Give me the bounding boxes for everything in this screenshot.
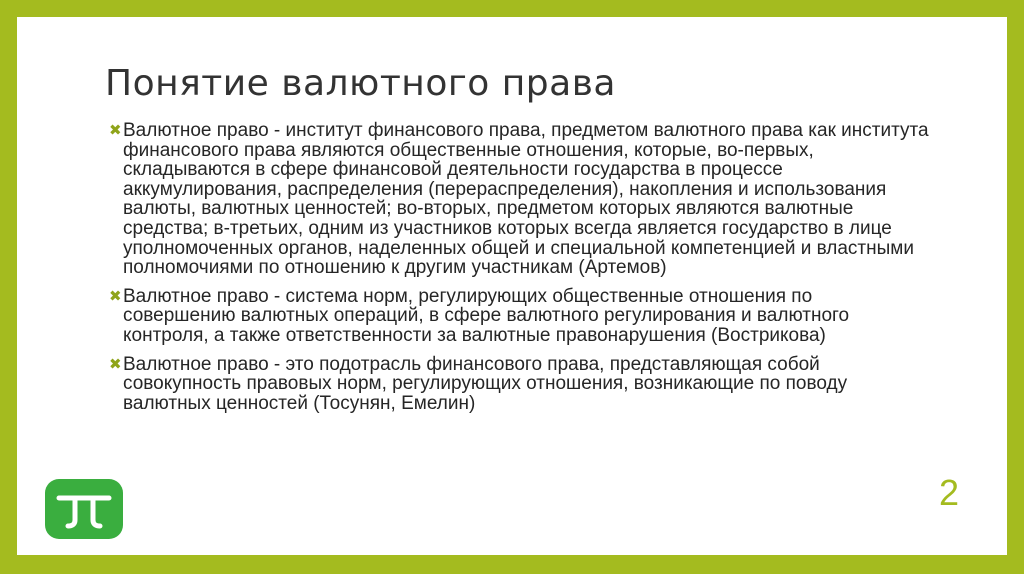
- logo-icon: [45, 479, 123, 539]
- slide: [17, 17, 1007, 555]
- bullet-item: [109, 121, 929, 278]
- page-number: 2: [939, 472, 960, 513]
- bullet-text: Валютное право - институт финансового права, предметом валютного права как института финансового права являются общественные отношения, которые, во-первых, складываются в сфере финансовой деятельности государства в процессе аккумулирования, распределения (перераспределения), накопления и использования валюты, валютных ценностей; во-вторых, предметом которых являются валютные средства; в-третьих, одним из участников которых всегда является государство в лице уполномоченных органов, наделенных общей и специальной компетенцией и властными полномочиями по отношению к другим участникам (Артемов): [123, 120, 929, 279]
- bullet-marker-icon: ✖: [109, 287, 122, 305]
- bullet-marker-icon: ✖: [109, 122, 122, 139]
- bullet-text: Валютное право - система норм, регулирующих общественные отношения по совершению валютных операций, в сфере валютного регулирования и валютного контроля, а также ответственности за валютные правонарушения (Вострикова): [123, 285, 850, 346]
- slide-title: Понятие валютного права: [105, 63, 616, 104]
- bullet-item: [109, 287, 929, 346]
- bullet-item: [109, 355, 929, 414]
- bullet-marker-icon: ✖: [109, 355, 122, 373]
- bullet-text: Валютное право - это подотрасль финансового права, представляющая собой совокупность правовых норм, регулирующих отношения, возникающие по поводу валютных ценностей (Тосунян, Емелин): [123, 353, 848, 414]
- bullet-list: [109, 121, 929, 422]
